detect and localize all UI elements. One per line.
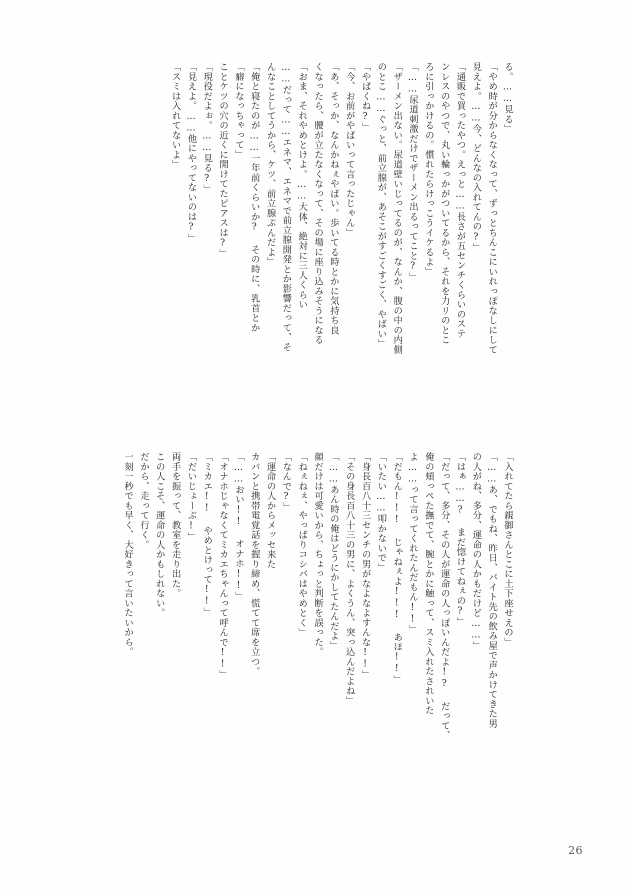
text-line: ……だって……エネマ、エネマで前立腺開発とか影響だって、そ — [280, 62, 292, 353]
text-line: のとこ……ぐっと、前立腺が、あそこがすごくすごく、やばい」 — [375, 62, 387, 349]
text-line: 「はぁ……? まだ惚けてねぇの?」 — [454, 452, 466, 627]
text-line: だから、走って行く。 — [137, 452, 149, 550]
text-line: 「いたい……叩かないで」 — [375, 452, 387, 573]
text-block-bottom — [85, 452, 515, 802]
text-line: 「スミは入れてないよ」 — [169, 62, 181, 170]
text-line: ことケツの穴の近くに開けてたピアスは?」 — [217, 62, 229, 259]
text-line: 「今、お前がやばいって言ったじゃん」 — [343, 62, 355, 238]
text-line: 「あ、そっか、なんかねぇやばい。歩いてる時とかに気持ち良 — [327, 62, 339, 336]
text-line: 「俺と寝たのが……一年前くらいか? その時に、乳首とか — [248, 62, 260, 333]
text-line: 「……尿道刺激だけでザーメン出るってこと?」 — [407, 62, 419, 282]
text-line: 「やめ時が分からなくなって、ずっとちんこにいれっぽなしにして — [486, 62, 498, 355]
text-line: る。……見る」 — [502, 62, 513, 134]
text-block-top — [105, 62, 515, 402]
text-line: の人がね、多分、運命の人かもだけど……」 — [470, 452, 482, 651]
text-line: この人こそ、運命の人かもしれない。 — [153, 452, 165, 618]
text-line: よ……って言ってくれたんだもん!!」 — [407, 452, 419, 635]
page-number: 26 — [568, 844, 583, 857]
text-line: 「……あ、でもね、昨日、バイト先の飲み屋で声かけてきた男 — [486, 452, 498, 729]
text-line: 「ねぇねぇ、やっぱりコシパはやめとく」 — [296, 452, 308, 638]
text-line: 「癖になっちゃって」 — [232, 62, 244, 160]
text-line: 「ミカエ!! やめとけって!!」 — [201, 452, 213, 618]
text-line: 「運命の人からメッセ来た — [264, 452, 276, 570]
text-line: 「オナホじゃなくてミカエちゃんって呼んで!!」 — [217, 452, 229, 680]
text-line: 「なんで?」 — [280, 452, 292, 513]
text-line: 一刻一秒でも早く、大好きって言いたいから。 — [122, 452, 134, 657]
text-line: ンレスのやつで、丸い輪っかがついてるから、それを力リのとこ — [438, 62, 450, 345]
text-line: 「身長百八十三センチの男がなよなよすんな!!」 — [359, 452, 371, 680]
text-line: んなことしてうから、ケツ、前立腺ぷんだよ」 — [264, 62, 276, 267]
text-line: くなったら、腰が立たなくなって、その場に座り込みそうになる — [312, 62, 324, 345]
text-line: 「だって、多分、その人が運命の人っぽいんだよ!? だって、 — [438, 452, 450, 741]
text-line: 顔だけは可愛いから、ちょっと判断を誤った。 — [312, 452, 324, 657]
text-line: 見えよ。……今、どんなの入れてんの?」 — [470, 62, 482, 253]
text-line: 「だもん!!! じゃねぇよ!!! あほ!!」 — [391, 452, 403, 685]
text-line: 「だいじょーぶ!」 — [185, 452, 197, 542]
text-line: 「……おい!! オナホ!!」 — [232, 452, 244, 602]
text-line: ろに引っかけるの。慣れたらけっこうイケるよ」 — [422, 62, 434, 277]
text-line: 「通販で買ったやつ。えっと……長さが五センチくらいのステ — [454, 62, 466, 339]
text-line: 「その身長百八十三の男に、よくうん、突っ込んだよね」 — [343, 452, 355, 706]
text-line: 「……あん時の俺はどうにかしてたんだよ」 — [327, 452, 339, 651]
text-line: 「ザーメン出ない。尿道壁いじってるのが、なんか、腹の中の内側 — [391, 62, 403, 355]
text-line: 「見えよ。……他にやってないのは?」 — [185, 62, 197, 243]
text-line: 「やばくね?」 — [359, 62, 371, 133]
text-line: 両手を振って、教室を走り出た。 — [169, 452, 181, 599]
text-line: 俺の頬っぺた撫でて、腕とかに触って、スミ入れたされいた — [422, 452, 434, 716]
text-line: 「おま、それやめとけよ。……大体、絶対に三人くらい — [296, 62, 308, 310]
text-line: カバンと携帯電覚話を握り締め、慌てて席を立つ。 — [248, 452, 260, 677]
text-line: 「現役だよぉ。……見る?」 — [201, 62, 213, 195]
text-line: 「入れてたら親御さんとこに土下座せえの」 — [502, 452, 513, 648]
